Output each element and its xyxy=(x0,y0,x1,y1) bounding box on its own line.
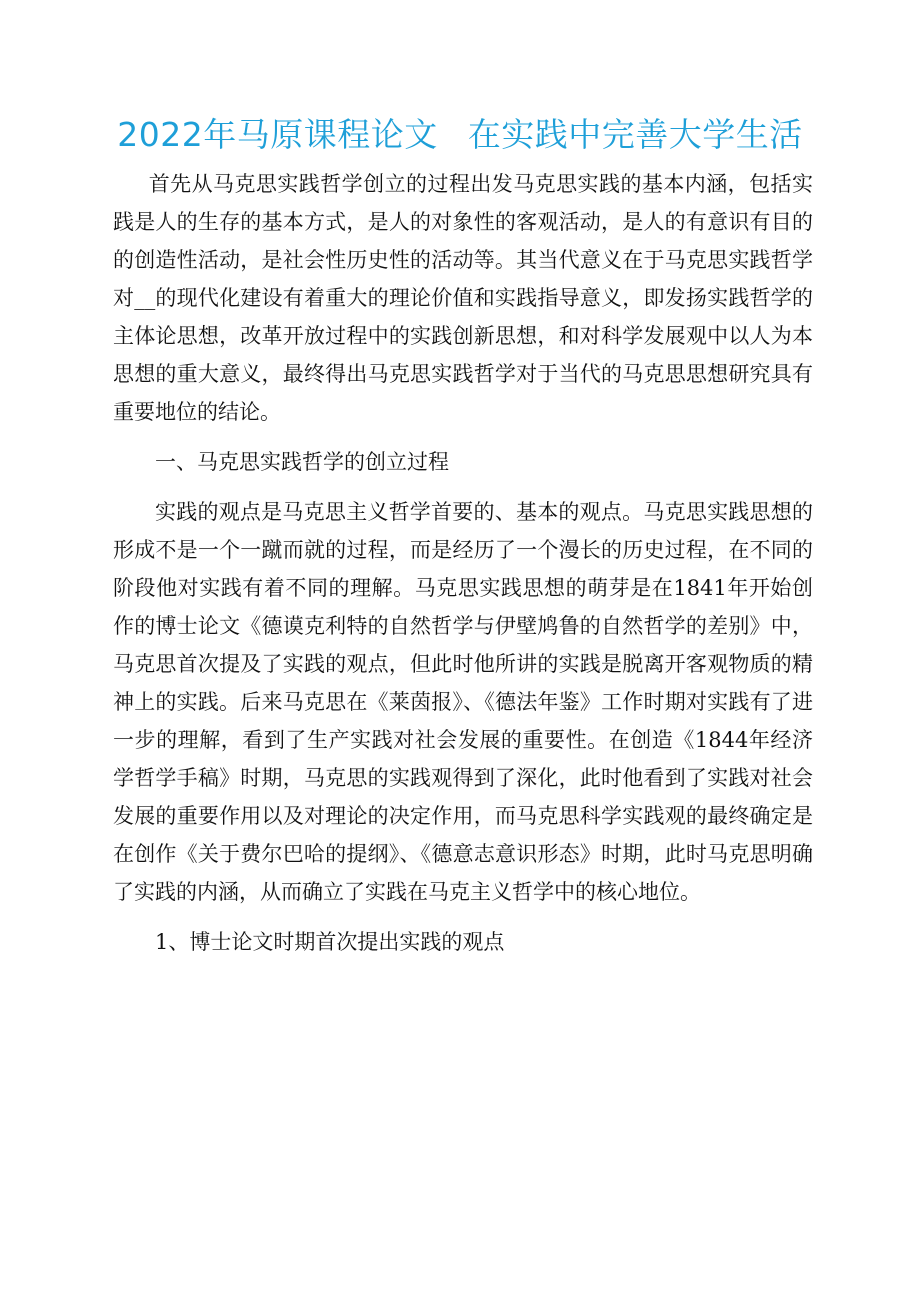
title-main: 2022年马原课程论文 xyxy=(117,115,438,154)
body-paragraph-intro: 首先从马克思实践哲学创立的过程出发马克思实践的基本内涵，包括实践是人的生存的基本方式，是人的对象性的客观活动，是人的有意识有目的的创造性活动，是社会性历史性的活动等。其当代意义在于马克思实践哲学对__的现代化建设有着重大的理论价值和实践指导意义，即发扬实践哲学的主体论思想，改革开放过程中的实践创新思想，和对科学发展观中以人为本思想的重大意义，最终得出马克思实践哲学对于当代的马克思思想研究具有重要地位的结论。 xyxy=(113,172,813,424)
body-paragraph-practice: 实践的观点是马克思主义哲学首要的、基本的观点。马克思实践思想的形成不是一个一蹴而就的过程，而是经历了一个漫长的历史过程，在不同的阶段他对实践有着不同的理解。马克思实践思想的萌芽是在1841年开始创作的博士论文《德谟克利特的自然哲学与伊壁鸠鲁的自然哲学的差别》中，马克思首次提及了实践的观点，但此时他所讲的实践是脱离开客观物质的精神上的实践。后来马克思在《莱茵报》、《德法年鉴》工作时期对实践有了进一步的理解，看到了生产实践对社会发展的重要性。在创造《1844年经济学哲学手稿》时期，马克思的实践观得到了深化，此时他看到了实践对社会发展的重要作用以及对理论的决定作用，而马克思科学实践观的最终确定是在创作《关于费尔巴哈的提纲》、《德意志意识形态》时期，此时马克思明确了实践的内涵，从而确立了实践在马克主义哲学中的核心地位。 xyxy=(113,500,813,904)
document-title xyxy=(110,110,810,160)
title-sub: 在实践中完善大学生活 xyxy=(467,115,803,154)
document-body xyxy=(113,165,813,973)
subsection-heading-1: 1、博士论文时期首次提出实践的观点 xyxy=(155,930,505,954)
section-heading-1: 一、马克思实践哲学的创立过程 xyxy=(155,450,449,474)
